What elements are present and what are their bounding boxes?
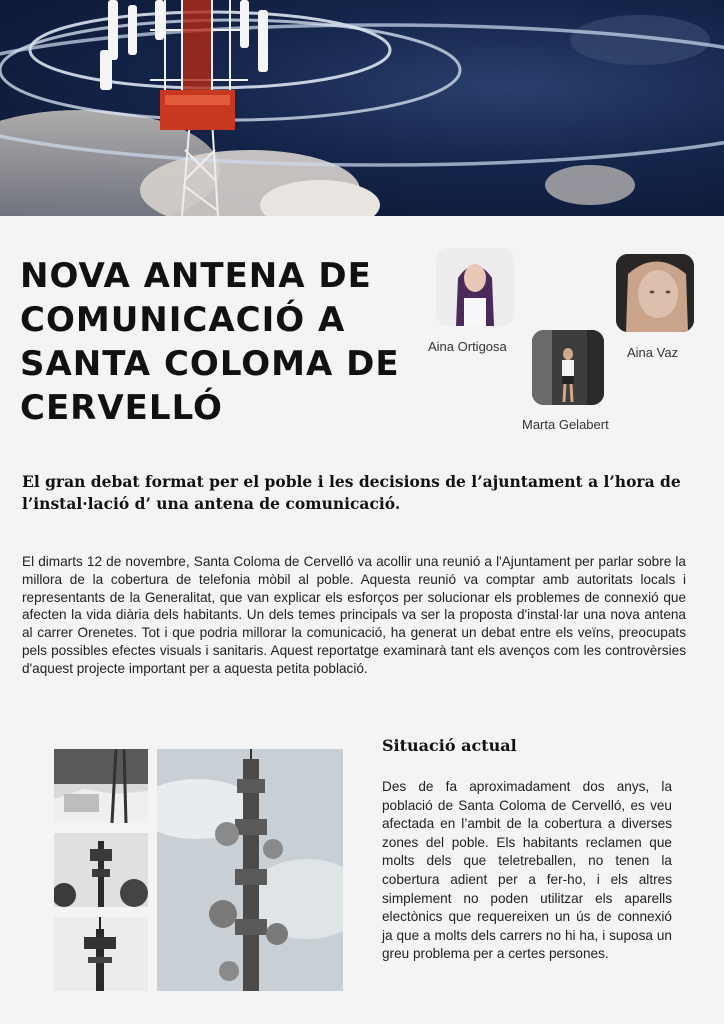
author-photo [616,254,694,332]
antenna-photo-1 [54,749,148,823]
article-subtitle: El gran debat format per el poble i les decisions de l’ajuntament a l’hora de l’instal·lació d’ una antena de comunicació. [22,472,681,513]
author-name: Aina Ortigosa [428,339,507,354]
hero-antenna-image [0,0,724,216]
antenna-photo-3 [54,917,148,991]
section-title: Situació actual [382,736,517,755]
author-name: Aina Vaz [627,345,679,360]
author-aina-ortigosa [422,248,532,358]
author-photo [436,248,514,326]
author-marta-gelabert [518,330,628,440]
section-body: Des de fa aproximadament dos anys, la població de Santa Coloma de Cervelló, es veu afectada en l’ambit de la cobertura a diverses zones del poble. Els habitants reclamen que molts dels que teletreballen, no tenen la cobertura adient per a fer-ho, i els altres simplement no poden utilitzar els aparells electònics que requereixen un ús de connexió ja que a molts dels carrers no hi ha, i suposa un greu problema per a certes persones. [382,779,672,962]
antenna-photo-main [157,749,343,991]
author-photo [532,330,604,405]
article-title: NOVA ANTENA DE COMUNICACIÓ A SANTA COLOMA DE CERVELLÓ [20,256,400,428]
antenna-photo-2 [54,833,148,907]
article-intro: El dimarts 12 de novembre, Santa Coloma de Cervelló va acollir una reunió a l'Ajuntament per parlar sobre la millora de la cobertura de telefonia mòbil al poble. Aquesta reunió va comptar amb autoritats locals i representants de la Generalitat, que van explicar els esforços per solucionar els problemes de connexió que afecten la vida diària dels habitants. Un dels temes principals va ser la proposta d'instal·lar una nova antena al carrer Orenetes. Tot i que podria millorar la comunicació, ha generat un debat entre els veïns, preocupats pels possibles efectes visuals i sanitaris. Aquest reportatge examinarà tant els avenços com les controvèrsies d'aquest projecte important per a aquesta petita població. [22,554,686,676]
author-name: Marta Gelabert [522,417,609,432]
